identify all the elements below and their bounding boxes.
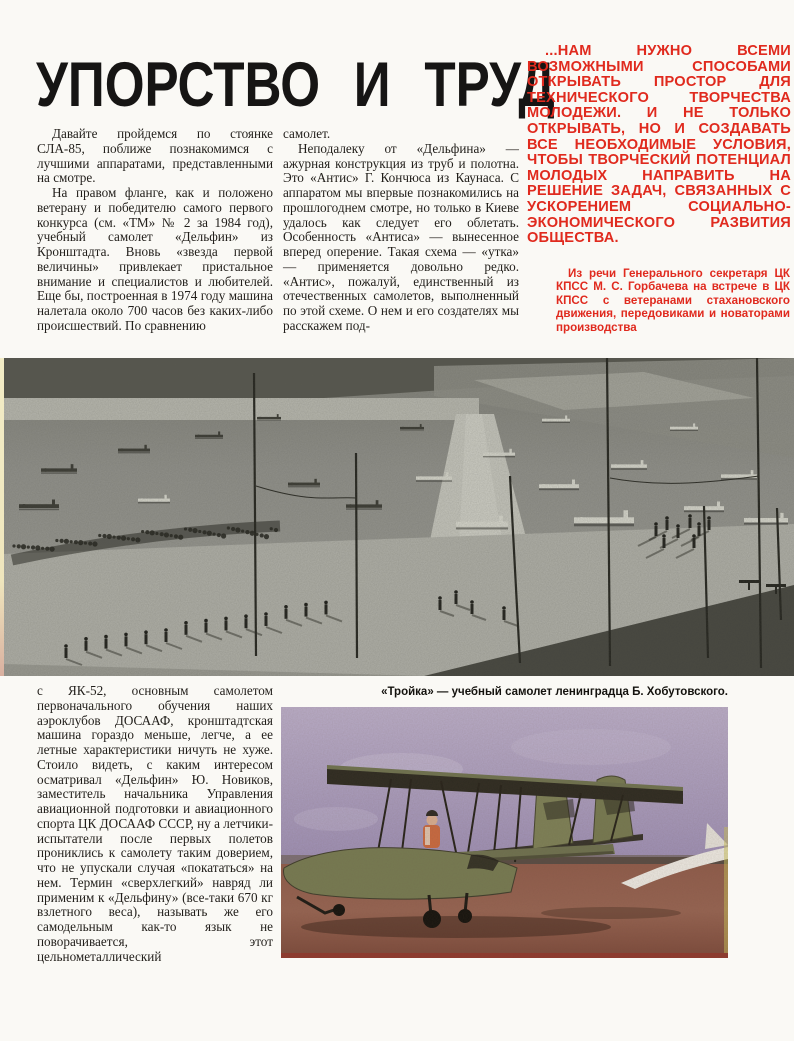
photo-caption: «Тройка» — учебный самолет ленинградца Б. Хобутовского. <box>381 686 728 698</box>
paragraph: Неподалеку от «Дельфина» — ажурная конструкция из труб и полотна. Это «Антис» Г. Кончюса из Каунаса. С аппаратом мы впервые познакомились на прошлогоднем смотре, но только в Киеве удалось как следует его облетать. Особенность «Антиса» — вынесенное вперед оперение. Такая схема — «утка» — применяется довольно редко. «Антис», пожалуй, единственный из отечественных самолетов, выполненный по этой схеме. О нем и его создателях мы расскажем под- <box>283 140 519 333</box>
airfield-panorama-photo <box>4 358 794 676</box>
paragraph: самолет. <box>283 126 331 141</box>
article-column-3 <box>37 684 273 964</box>
quote-attribution: Из речи Генерального секретаря ЦК КПСС М. С. Горбачева на встрече в ЦК КПСС с ветеранами стахановского движения, передовиками и новаторами производства <box>556 267 790 334</box>
paragraph: с ЯК-52, основным самолетом первоначального обучения наших аэроклубов ДОСААФ, кронштадтская машина гораздо меньше, легче, а ее летные характеристики ничуть не хуже. Стоило видеть, с каким интересом осматривал «Дельфин» Ю. Новиков, заместитель начальника Управления авиационной подготовки и авиационного спорта ЦК ДОСААФ СССР, ну а летчики-испытатели после первых полетов прониклись к самолету таким доверием, что не упускали случая «покататься» на нем. Термин «сверхлегкий» навряд ли применим к «Дельфину» (все-таки 670 кг взлетного веса), называть же его самодельным как-то язык не поворачивается, этот цельнометаллический <box>37 683 273 964</box>
paragraph: На правом фланге, как и положено ветерану и победителю самого первого конкурса (см. «ТМ» № 2 за 1984 год), учебный самолет «Дельфин» из Кронштадта. Вновь «звезда первой величины» привлекает пристальное внимание и специалистов и любителей. Еще бы, построенная в 1974 году машина налетала около 700 часов без каких-либо происшествий. По сравнению <box>37 185 273 333</box>
trojka-biplane-photo <box>281 707 728 958</box>
quote-block: ...НАМ НУЖНО ВСЕМИ ВОЗМОЖНЫМИ СПОСОБАМИ ОТКРЫВАТЬ ПРОСТОР ДЛЯ ТЕХНИЧЕСКОГО ТВОРЧЕСТВА МОЛОДЕЖИ. И НЕ ТОЛЬКО ОТКРЫВАТЬ, НО И СОЗДАВАТЬ ВСЕ НЕОБХОДИМЫЕ УСЛОВИЯ, ЧТОБЫ ТВОРЧЕСКИЙ ПОТЕНЦИАЛ МОЛОДЫХ НАПРАВИТЬ НА РЕШЕНИЕ ЗАДАЧ, СВЯЗАННЫХ С УСКОРЕНИЕМ СОЦИАЛЬНО-ЭКОНОМИЧЕСКОГО РАЗВИТИЯ ОБЩЕСТВА. <box>527 43 791 247</box>
article-column-2 <box>283 127 519 334</box>
article-column-1 <box>37 127 273 334</box>
airfield-panorama-graphic <box>4 358 794 676</box>
paragraph: Давайте пройдемся по стоянке СЛА-85, поближе познакомимся с лучшими аппаратами, представленными на смотре. <box>37 126 273 186</box>
page-title: УПОРСТВО И ТРУД <box>36 48 555 120</box>
trojka-biplane-graphic <box>281 707 728 958</box>
